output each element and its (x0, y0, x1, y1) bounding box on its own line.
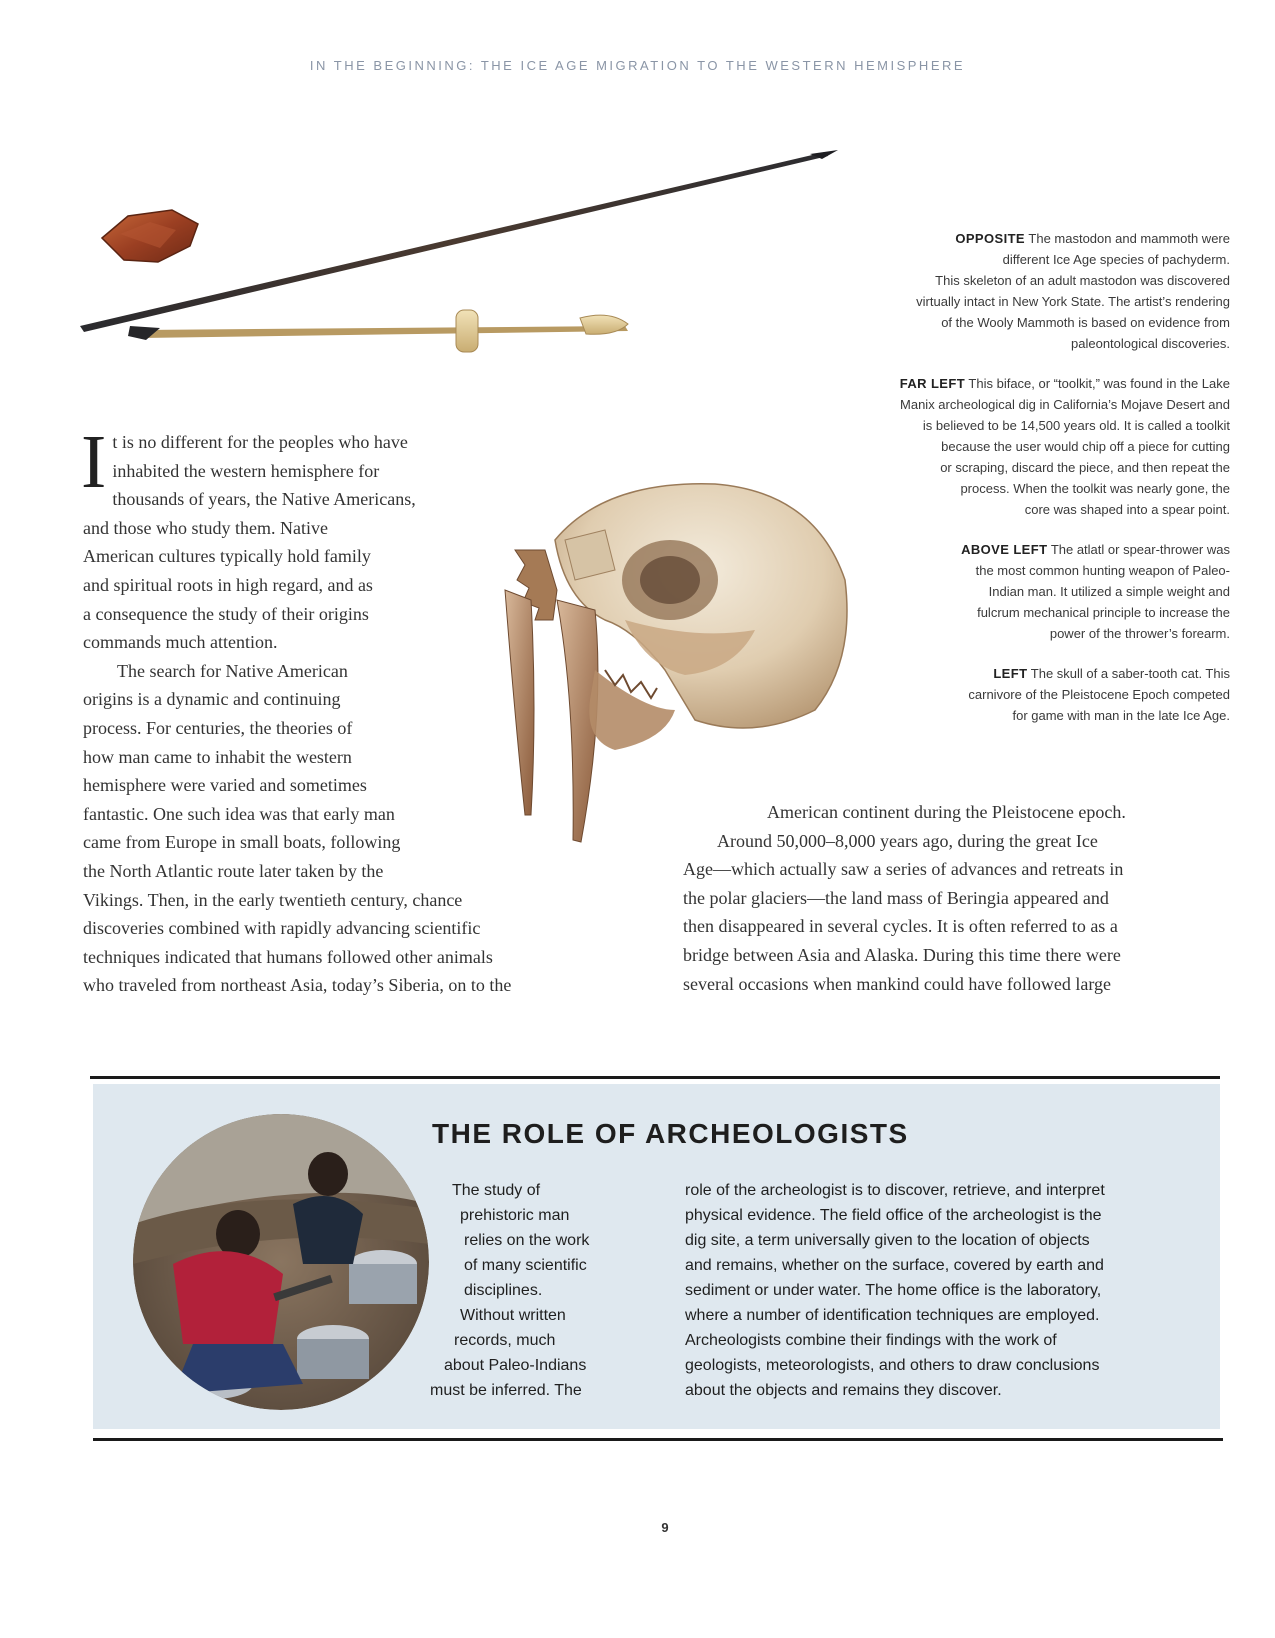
caption-above-left: ABOVE LEFT The atlatl or spear-thrower was the most common hunting weapon of Paleo- Indian man. It utilized a simple weight and fulcrum mechanical principle to increase the power of the thrower’s forearm. (961, 542, 1230, 641)
drop-cap: I (81, 420, 107, 504)
caption-left: LEFT The skull of a saber-tooth cat. This carnivore of the Pleistocene Epoch competed for game with man in the late Ice Age. (968, 666, 1230, 723)
page-number: 9 (661, 1520, 669, 1535)
caption-far-left: FAR LEFT This biface, or “toolkit,” was found in the Lake Manix archeological dig in California’s Mojave Desert and is believed to be 14,500 years old. It is called a toolkit because the user would chip off a piece for cutting or scraping, discard the piece, and then repeat the process. When the toolkit was nearly gone, the core was shaped into a spear point. (899, 376, 1230, 517)
sidebar-title: THE ROLE OF ARCHEOLOGISTS (432, 1118, 909, 1149)
caption-label: ABOVE LEFT (961, 542, 1048, 557)
running-head: IN THE BEGINNING: THE ICE AGE MIGRATION TO THE WESTERN HEMISPHERE (309, 58, 966, 73)
body-paragraph-1: I t is no different for the peoples who have inhabited the western hemisphere for thousands of years, the Native Americans, and those who study them. Native American cultures typically hold family and spiritual roots in high regard, and as a consequence the study of their origins commands much attention. (81, 420, 416, 653)
archeologists-dig-photo (133, 1114, 429, 1410)
caption-label: OPPOSITE (955, 231, 1026, 246)
caption-label: FAR LEFT (899, 376, 966, 391)
sidebar-top-rule (90, 1076, 1220, 1079)
body-column-right: American continent during the Pleistocene epoch. Around 50,000–8,000 years ago, during the great Ice Age—which actually saw a series of advances and retreats in the polar glaciers—the land mass of Beringia appeared and then disappeared in several cycles. It is often referred to as a bridge between Asia and Alaska. During this time there were several occasions when mankind could have followed large (683, 802, 1126, 994)
caption-opposite: OPPOSITE The mastodon and mammoth were different Ice Age species of pachyderm. This skeleton of an adult mastodon was discovered virtually intact in New York State. The artist’s rendering of the Wooly Mammoth is based on evidence from paleontological discoveries. (916, 231, 1230, 351)
body-column-left (81, 420, 603, 1000)
body-paragraph-2: The search for Native American origins is a dynamic and continuing process. For centuries, the theories of how man came to inhabit the western hemisphere were varied and sometimes fantastic. One such idea was that early man came from Europe in small boats, following the North Atlantic route later taken by the Vikings. Then, in the early twentieth century, chance discoveries combined with rapidly advancing scientific techniques indicated that humans followed other animals who traveled from northeast Asia, today’s Siberia, on to the (83, 660, 512, 996)
sidebar-text-right: role of the archeologist is to discover, retrieve, and interpret physical evidence. The field office of the archeologist is the dig site, a term universally given to the location of objects and remains, whether on the surface, covered by earth and sediment or under water. The home office is the laboratory, where a number of identification techniques are employed. Archeologists combine their findings with the work of geologists, meteorologists, and others to draw conclusions about the objects and remains they discover. (685, 1182, 1105, 1399)
sidebar-bottom-rule (93, 1438, 1223, 1441)
caption-label: LEFT (993, 666, 1028, 681)
sidebar-text-left: The study of prehistoric man relies on the work of many scientific disciplines. Without written records, much about Paleo-Indians must be inferred. The (430, 1182, 590, 1399)
atlatl-and-biface-image (80, 150, 840, 380)
